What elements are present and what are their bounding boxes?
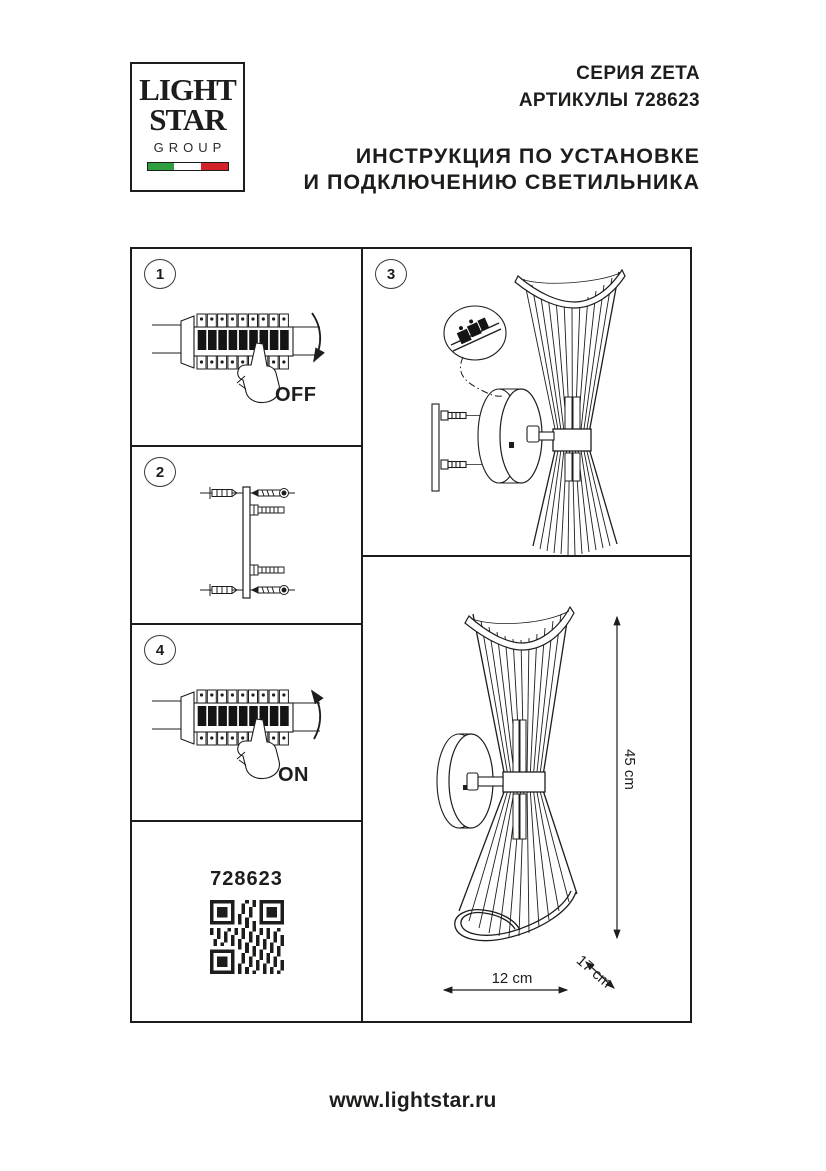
step-3-panel [361, 247, 692, 557]
arrow-up-icon [312, 691, 320, 739]
flag-white-segment [174, 163, 201, 170]
mounting-screw-icon [252, 586, 289, 595]
step-4-number: 4 [144, 635, 176, 665]
lamp-mounting-illustration [363, 249, 690, 555]
mounting-hardware-illustration [132, 447, 361, 623]
fixing-bolt-icon [250, 505, 284, 515]
step-3-number: 3 [375, 259, 407, 289]
series-title: СЕРИЯ ZETA [576, 63, 700, 84]
lamp-arm-socket [467, 773, 478, 790]
terminal-block-detail-bubble [444, 306, 506, 396]
lamp-top-rim [465, 607, 574, 650]
italian-flag-bar [147, 162, 229, 171]
article-qr-panel [130, 820, 363, 1023]
lamp-dimensions-panel [361, 555, 692, 1023]
depth-dimension-label: 17 cm [572, 952, 615, 992]
lamp-body-hub [553, 429, 591, 451]
lamp-arm-rod [478, 777, 503, 786]
instruction-title-line2: И ПОДКЛЮЧЕНИЮ СВЕТИЛЬНИКА [303, 170, 700, 194]
step-4-panel [130, 623, 363, 822]
lightstar-logo [130, 62, 245, 192]
flag-red-segment [201, 163, 228, 170]
document-header [304, 60, 700, 195]
lamp-arm-socket [527, 426, 539, 442]
lamp-top-rim [515, 270, 625, 308]
fixing-bolt-icon [250, 565, 284, 575]
on-label: ON [278, 764, 309, 786]
qr-code [210, 900, 284, 974]
mounting-screw-icon [252, 489, 289, 498]
lamp-bottom-rim [455, 891, 576, 941]
mounting-bracket [243, 487, 250, 598]
circuit-breaker-on-illustration [132, 625, 361, 820]
step-2-panel [130, 445, 363, 625]
logo-word-star: STAR [149, 102, 226, 138]
height-dimension-label: 45 cm [621, 749, 638, 790]
circuit-breaker-off-illustration [132, 249, 361, 445]
off-label: OFF [275, 384, 317, 406]
lamp-arm-rod [539, 432, 554, 440]
step-1-number: 1 [144, 259, 176, 289]
width-dimension-label: 12 cm [491, 970, 533, 987]
logo-word-light: LIGHT [139, 72, 236, 107]
mounting-bracket [432, 404, 439, 491]
lamp-body-hub [503, 772, 545, 792]
lamp-dimensions-illustration [363, 557, 690, 1021]
logo-word-group: GROUP [153, 139, 227, 155]
instruction-title-line1: ИНСТРУКЦИЯ ПО УСТАНОВКЕ [355, 144, 700, 168]
flag-green-segment [148, 163, 175, 170]
arrow-down-icon [312, 313, 320, 361]
article-number: 728623 [210, 868, 283, 890]
website-url: www.lightstar.ru [329, 1089, 497, 1112]
articles-line: АРТИКУЛЫ 728623 [518, 90, 700, 111]
step-1-panel [130, 247, 363, 447]
step-2-number: 2 [144, 457, 176, 487]
